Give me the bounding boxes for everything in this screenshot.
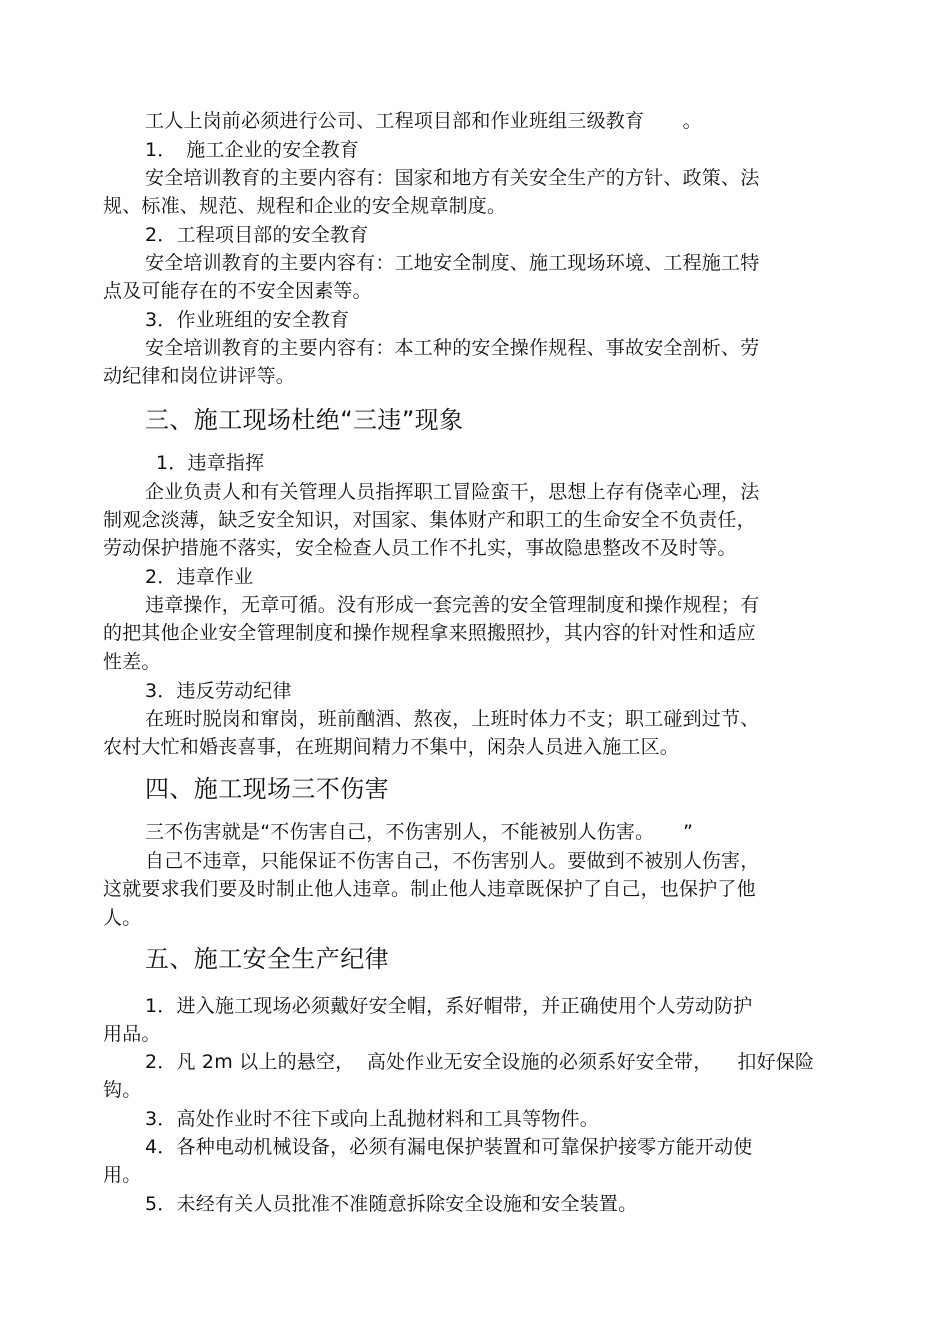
section3-item3-line1: 在班时脱岗和窜岗，班前酗酒、熬夜，上班时体力不支；职工碰到过节、 bbox=[145, 708, 760, 730]
section3-item2-line1: 违章操作，无章可循。没有形成一套完善的安全管理制度和操作规程；有 bbox=[145, 594, 760, 616]
section5-rule1-line2: 用品。 bbox=[103, 1023, 161, 1045]
section5-rule5-line1: 5．未经有关人员批准不准随意拆除安全设施和安全装置。 bbox=[145, 1193, 638, 1215]
section3-item1-line2: 制观念淡薄，缺乏安全知识，对国家、集体财产和职工的生命安全不负责任， bbox=[103, 509, 756, 531]
intro-item1-title: 1． 施工企业的安全教育 bbox=[145, 139, 359, 161]
section4-paragraph2-line3: 人。 bbox=[103, 907, 142, 929]
section4-heading: 四、施工现场三不伤害 bbox=[145, 775, 389, 803]
section5-rule4-line1: 4．各种电动机械设备，必须有漏电保护装置和可靠保护接零方能开动使 bbox=[145, 1136, 753, 1158]
section5-heading: 五、施工安全生产纪律 bbox=[145, 945, 389, 973]
section3-item2-line2: 的把其他企业安全管理制度和操作规程拿来照搬照抄，其内容的针对性和适应 bbox=[103, 622, 756, 644]
intro-item1-body-line1: 安全培训教育的主要内容有：国家和地方有关安全生产的方针、政策、法 bbox=[145, 167, 760, 189]
section3-item2-line3: 性差。 bbox=[103, 651, 161, 673]
intro-item2-title: 2．工程项目部的安全教育 bbox=[145, 224, 369, 246]
section4-paragraph2-line1: 自己不违章，只能保证不伤害自己，不伤害别人。要做到不被别人伤害， bbox=[145, 850, 760, 872]
intro-item1-body-line2: 规、标准、规范、规程和企业的安全规章制度。 bbox=[103, 195, 507, 217]
section5-rule3-line1: 3．高处作业时不往下或向上乱抛材料和工具等物件。 bbox=[145, 1108, 599, 1130]
intro-item2-body-line1: 安全培训教育的主要内容有：工地安全制度、施工现场环境、工程施工特 bbox=[145, 252, 760, 274]
intro-item3-body-line1: 安全培训教育的主要内容有：本工种的安全操作规程、事故安全剖析、劳 bbox=[145, 337, 760, 359]
section3-item1-line3: 劳动保护措施不落实，安全检查人员工作不扎实，事故隐患整改不及时等。 bbox=[103, 537, 737, 559]
section4-paragraph2-line2: 这就要求我们要及时制止他人违章。制止他人违章既保护了自己，也保护了他 bbox=[103, 878, 756, 900]
section4-paragraph1: 三不伤害就是“不伤害自己，不伤害别人，不能被别人伤害。 ” bbox=[145, 821, 694, 843]
intro-paragraph: 工人上岗前必须进行公司、工程项目部和作业班组三级教育 。 bbox=[145, 110, 702, 132]
section5-rule4-line2: 用。 bbox=[103, 1164, 142, 1186]
section3-item1-title: 1．违章指挥 bbox=[156, 452, 265, 474]
section3-item3-line2: 农村大忙和婚丧喜事，在班期间精力不集中，闲杂人员进入施工区。 bbox=[103, 736, 680, 758]
intro-item2-body-line2: 点及可能存在的不安全因素等。 bbox=[103, 280, 372, 302]
section5-rule2-line1: 2．凡 2m 以上的悬空， 高处作业无安全设施的必须系好安全带， 扣好保险 bbox=[145, 1051, 815, 1073]
section3-item3-title: 3．违反劳动纪律 bbox=[145, 680, 292, 702]
section5-rule1-line1: 1．进入施工现场必须戴好安全帽，系好帽带，并正确使用个人劳动防护 bbox=[145, 995, 753, 1017]
intro-item3-title: 3．作业班组的安全教育 bbox=[145, 309, 350, 331]
intro-item3-body-line2: 动纪律和岗位讲评等。 bbox=[103, 365, 296, 387]
section3-item1-line1: 企业负责人和有关管理人员指挥职工冒险蛮干，思想上存有侥幸心理，法 bbox=[145, 481, 760, 503]
section5-rule2-line2: 钩。 bbox=[103, 1079, 142, 1101]
section3-heading: 三、施工现场杜绝“三违”现象 bbox=[145, 406, 464, 434]
section3-item2-title: 2．违章作业 bbox=[145, 566, 254, 588]
